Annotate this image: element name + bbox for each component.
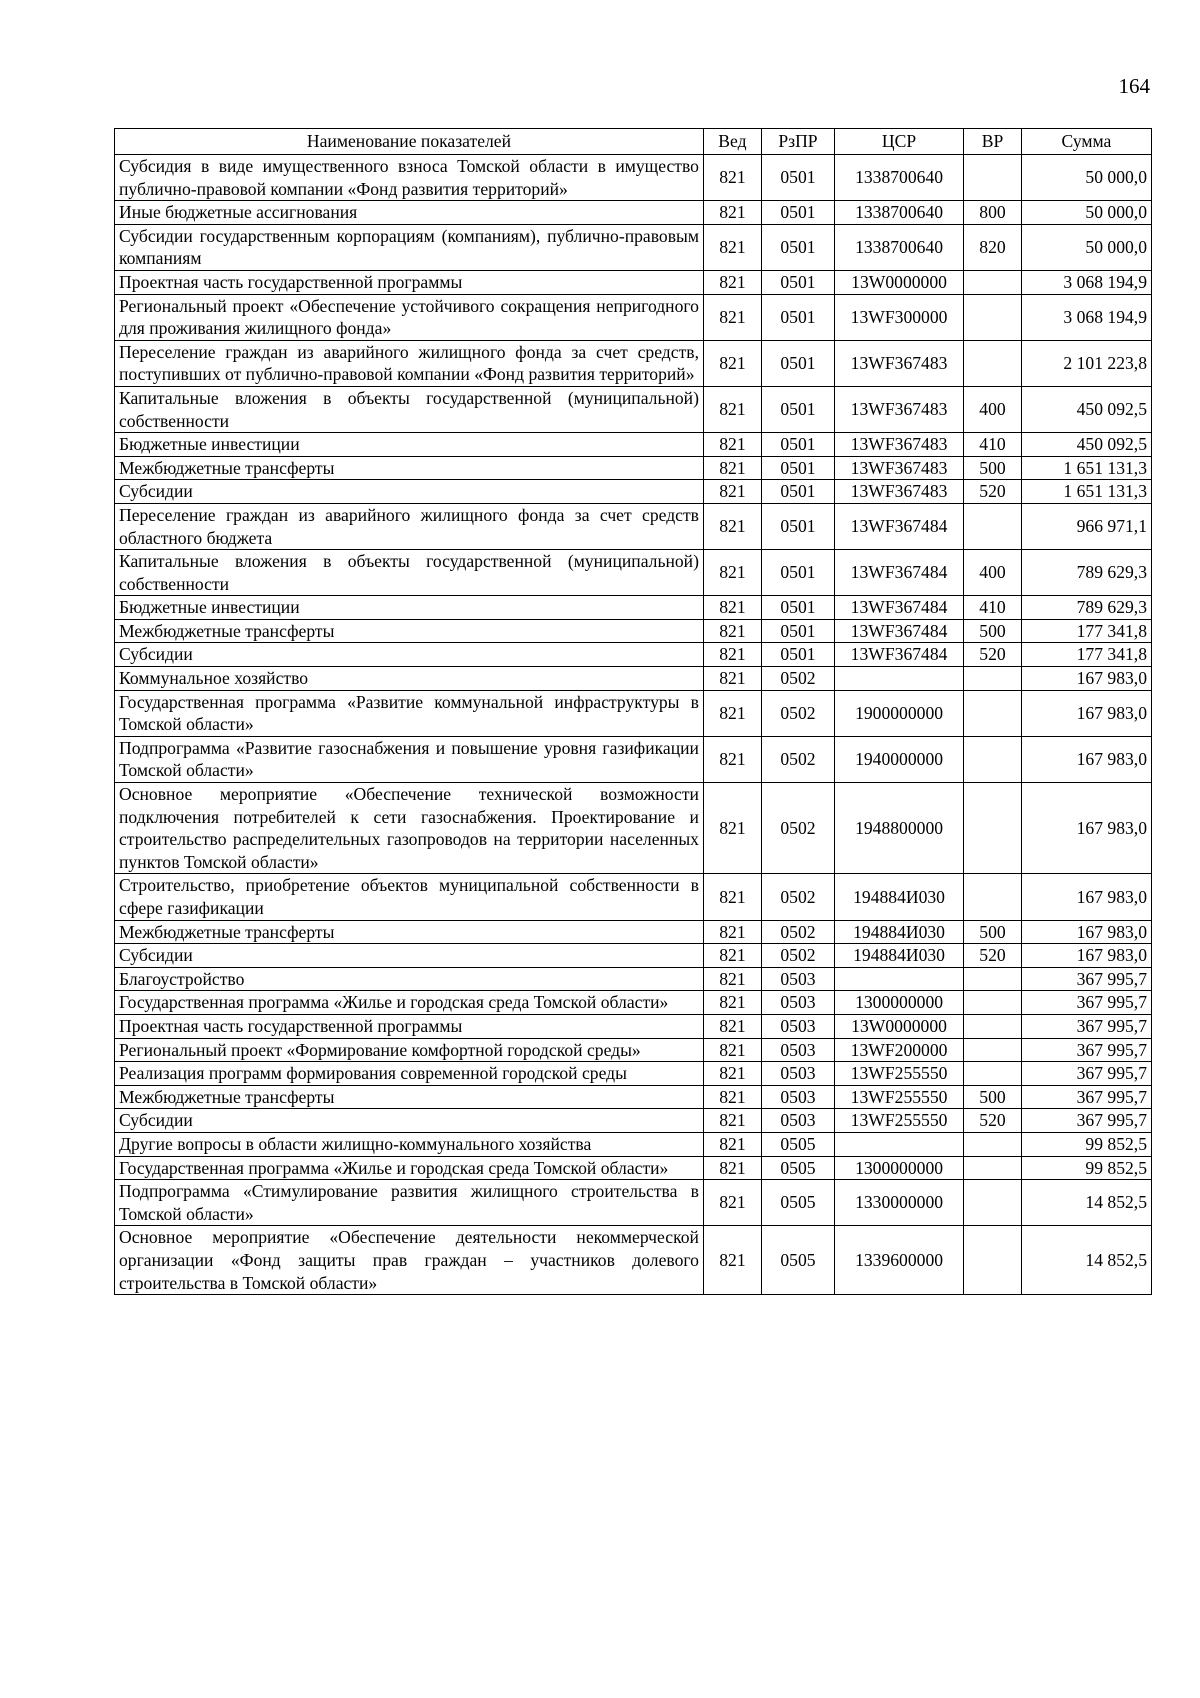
ved-code: 821 bbox=[703, 1109, 761, 1133]
vr-code bbox=[964, 690, 1022, 736]
csr-code: 1300000000 bbox=[835, 1156, 964, 1180]
sum-value: 167 983,0 bbox=[1021, 690, 1151, 736]
sum-value: 450 092,5 bbox=[1021, 433, 1151, 457]
csr-code: 13WF255550 bbox=[835, 1062, 964, 1086]
ved-code: 821 bbox=[703, 944, 761, 968]
vr-code: 520 bbox=[964, 1109, 1022, 1133]
vr-code: 800 bbox=[964, 201, 1022, 225]
header-rzpr: РзПР bbox=[761, 129, 834, 155]
ved-code: 821 bbox=[703, 667, 761, 691]
vr-code: 500 bbox=[964, 456, 1022, 480]
sum-value: 367 995,7 bbox=[1021, 991, 1151, 1015]
sum-value: 50 000,0 bbox=[1021, 201, 1151, 225]
ved-code: 821 bbox=[703, 270, 761, 294]
csr-code: 1338700640 bbox=[835, 201, 964, 225]
indicator-name: Другие вопросы в области жилищно-коммунального хозяйства bbox=[115, 1132, 704, 1156]
indicator-name: Проектная часть государственной программы bbox=[115, 1014, 704, 1038]
rzpr-code: 0503 bbox=[761, 1085, 834, 1109]
indicator-name: Переселение граждан из аварийного жилищного фонда за счет средств, поступивших от публично-правовой компании «Фонд развития территорий» bbox=[115, 340, 704, 386]
indicator-name: Переселение граждан из аварийного жилищного фонда за счет средств областного бюджета bbox=[115, 503, 704, 549]
indicator-name: Капитальные вложения в объекты государственной (муниципальной) собственности bbox=[115, 550, 704, 596]
vr-code bbox=[964, 1226, 1022, 1295]
csr-code: 1338700640 bbox=[835, 224, 964, 270]
csr-code bbox=[835, 1132, 964, 1156]
csr-code: 1338700640 bbox=[835, 155, 964, 201]
vr-code: 520 bbox=[964, 480, 1022, 504]
sum-value: 3 068 194,9 bbox=[1021, 270, 1151, 294]
indicator-name: Межбюджетные трансферты bbox=[115, 619, 704, 643]
vr-code bbox=[964, 1038, 1022, 1062]
sum-value: 367 995,7 bbox=[1021, 967, 1151, 991]
rzpr-code: 0503 bbox=[761, 991, 834, 1015]
rzpr-code: 0501 bbox=[761, 619, 834, 643]
csr-code: 1339600000 bbox=[835, 1226, 964, 1295]
sum-value: 789 629,3 bbox=[1021, 596, 1151, 620]
vr-code: 410 bbox=[964, 596, 1022, 620]
csr-code: 194884И030 bbox=[835, 920, 964, 944]
sum-value: 367 995,7 bbox=[1021, 1014, 1151, 1038]
indicator-name: Коммунальное хозяйство bbox=[115, 667, 704, 691]
ved-code: 821 bbox=[703, 1132, 761, 1156]
rzpr-code: 0503 bbox=[761, 967, 834, 991]
rzpr-code: 0501 bbox=[761, 433, 834, 457]
csr-code: 13WF367484 bbox=[835, 550, 964, 596]
table-row bbox=[115, 201, 1152, 225]
vr-code bbox=[964, 874, 1022, 920]
ved-code: 821 bbox=[703, 294, 761, 340]
header-csr: ЦСР bbox=[835, 129, 964, 155]
table-row bbox=[115, 503, 1152, 549]
ved-code: 821 bbox=[703, 1038, 761, 1062]
vr-code bbox=[964, 967, 1022, 991]
vr-code: 410 bbox=[964, 433, 1022, 457]
indicator-name: Подпрограмма «Стимулирование развития жилищного строительства в Томской области» bbox=[115, 1180, 704, 1226]
rzpr-code: 0501 bbox=[761, 386, 834, 432]
rzpr-code: 0503 bbox=[761, 1109, 834, 1133]
sum-value: 50 000,0 bbox=[1021, 155, 1151, 201]
ved-code: 821 bbox=[703, 690, 761, 736]
csr-code: 13WF200000 bbox=[835, 1038, 964, 1062]
indicator-name: Государственная программа «Развитие коммунальной инфраструктуры в Томской области» bbox=[115, 690, 704, 736]
ved-code: 821 bbox=[703, 155, 761, 201]
table-row bbox=[115, 270, 1152, 294]
header-vr: ВР bbox=[964, 129, 1022, 155]
ved-code: 821 bbox=[703, 920, 761, 944]
vr-code bbox=[964, 1180, 1022, 1226]
table-row bbox=[115, 433, 1152, 457]
indicator-name: Субсидии государственным корпорациям (компаниям), публично-правовым компаниям bbox=[115, 224, 704, 270]
table-row bbox=[115, 550, 1152, 596]
vr-code: 400 bbox=[964, 386, 1022, 432]
indicator-name: Региональный проект «Обеспечение устойчивого сокращения непригодного для проживания жилищного фонда» bbox=[115, 294, 704, 340]
rzpr-code: 0501 bbox=[761, 201, 834, 225]
sum-value: 177 341,8 bbox=[1021, 619, 1151, 643]
sum-value: 167 983,0 bbox=[1021, 667, 1151, 691]
sum-value: 789 629,3 bbox=[1021, 550, 1151, 596]
vr-code bbox=[964, 503, 1022, 549]
csr-code: 1900000000 bbox=[835, 690, 964, 736]
indicator-name: Субсидии bbox=[115, 643, 704, 667]
table-row bbox=[115, 667, 1152, 691]
ved-code: 821 bbox=[703, 201, 761, 225]
csr-code: 13WF255550 bbox=[835, 1109, 964, 1133]
indicator-name: Основное мероприятие «Обеспечение деятельности некоммерческой организации «Фонд защиты прав граждан – участников долевого строительства в Томской области» bbox=[115, 1226, 704, 1295]
sum-value: 99 852,5 bbox=[1021, 1156, 1151, 1180]
rzpr-code: 0502 bbox=[761, 736, 834, 782]
csr-code: 13WF255550 bbox=[835, 1085, 964, 1109]
budget-table bbox=[114, 128, 1152, 1295]
vr-code bbox=[964, 1156, 1022, 1180]
rzpr-code: 0501 bbox=[761, 155, 834, 201]
ved-code: 821 bbox=[703, 456, 761, 480]
rzpr-code: 0502 bbox=[761, 920, 834, 944]
sum-value: 367 995,7 bbox=[1021, 1085, 1151, 1109]
table-row bbox=[115, 690, 1152, 736]
rzpr-code: 0501 bbox=[761, 224, 834, 270]
table-row bbox=[115, 596, 1152, 620]
ved-code: 821 bbox=[703, 480, 761, 504]
indicator-name: Бюджетные инвестиции bbox=[115, 433, 704, 457]
ved-code: 821 bbox=[703, 736, 761, 782]
page-number: 164 bbox=[1118, 74, 1150, 98]
table-row bbox=[115, 783, 1152, 874]
header-ved: Вед bbox=[703, 129, 761, 155]
indicator-name: Субсидии bbox=[115, 944, 704, 968]
table-row bbox=[115, 1038, 1152, 1062]
table-row bbox=[115, 155, 1152, 201]
csr-code bbox=[835, 967, 964, 991]
ved-code: 821 bbox=[703, 1085, 761, 1109]
sum-value: 99 852,5 bbox=[1021, 1132, 1151, 1156]
sum-value: 3 068 194,9 bbox=[1021, 294, 1151, 340]
csr-code: 13WF367483 bbox=[835, 456, 964, 480]
header-sum: Сумма bbox=[1021, 129, 1151, 155]
csr-code: 13WF367484 bbox=[835, 619, 964, 643]
vr-code: 400 bbox=[964, 550, 1022, 596]
table-row bbox=[115, 967, 1152, 991]
header-row bbox=[115, 129, 1152, 155]
table-header bbox=[115, 129, 1152, 155]
rzpr-code: 0501 bbox=[761, 294, 834, 340]
ved-code: 821 bbox=[703, 874, 761, 920]
ved-code: 821 bbox=[703, 340, 761, 386]
table-row bbox=[115, 1085, 1152, 1109]
ved-code: 821 bbox=[703, 224, 761, 270]
indicator-name: Благоустройство bbox=[115, 967, 704, 991]
sum-value: 1 651 131,3 bbox=[1021, 480, 1151, 504]
table-row bbox=[115, 1180, 1152, 1226]
sum-value: 167 983,0 bbox=[1021, 783, 1151, 874]
sum-value: 14 852,5 bbox=[1021, 1180, 1151, 1226]
vr-code bbox=[964, 783, 1022, 874]
table-row bbox=[115, 874, 1152, 920]
sum-value: 367 995,7 bbox=[1021, 1109, 1151, 1133]
rzpr-code: 0503 bbox=[761, 1062, 834, 1086]
ved-code: 821 bbox=[703, 991, 761, 1015]
table-row bbox=[115, 736, 1152, 782]
ved-code: 821 bbox=[703, 596, 761, 620]
rzpr-code: 0501 bbox=[761, 643, 834, 667]
rzpr-code: 0505 bbox=[761, 1132, 834, 1156]
csr-code: 13WF367483 bbox=[835, 386, 964, 432]
sum-value: 450 092,5 bbox=[1021, 386, 1151, 432]
vr-code bbox=[964, 340, 1022, 386]
rzpr-code: 0502 bbox=[761, 874, 834, 920]
csr-code: 1940000000 bbox=[835, 736, 964, 782]
vr-code: 520 bbox=[964, 643, 1022, 667]
vr-code bbox=[964, 1132, 1022, 1156]
ved-code: 821 bbox=[703, 386, 761, 432]
ved-code: 821 bbox=[703, 1180, 761, 1226]
ved-code: 821 bbox=[703, 433, 761, 457]
ved-code: 821 bbox=[703, 550, 761, 596]
table-row bbox=[115, 920, 1152, 944]
csr-code: 1948800000 bbox=[835, 783, 964, 874]
table-row bbox=[115, 1109, 1152, 1133]
indicator-name: Межбюджетные трансферты bbox=[115, 920, 704, 944]
csr-code: 13WF300000 bbox=[835, 294, 964, 340]
sum-value: 367 995,7 bbox=[1021, 1062, 1151, 1086]
rzpr-code: 0502 bbox=[761, 690, 834, 736]
csr-code: 13WF367483 bbox=[835, 480, 964, 504]
table-row bbox=[115, 386, 1152, 432]
table-row bbox=[115, 340, 1152, 386]
vr-code bbox=[964, 667, 1022, 691]
vr-code: 500 bbox=[964, 920, 1022, 944]
vr-code bbox=[964, 155, 1022, 201]
csr-code: 1300000000 bbox=[835, 991, 964, 1015]
indicator-name: Основное мероприятие «Обеспечение технической возможности подключения потребителей к сети газоснабжения. Проектирование и строительство распределительных газопроводов на территории населенных пунктов Томской области» bbox=[115, 783, 704, 874]
table-row bbox=[115, 1132, 1152, 1156]
indicator-name: Капитальные вложения в объекты государственной (муниципальной) собственности bbox=[115, 386, 704, 432]
indicator-name: Субсидии bbox=[115, 480, 704, 504]
ved-code: 821 bbox=[703, 783, 761, 874]
vr-code bbox=[964, 991, 1022, 1015]
rzpr-code: 0502 bbox=[761, 783, 834, 874]
indicator-name: Государственная программа «Жилье и городская среда Томской области» bbox=[115, 1156, 704, 1180]
csr-code: 194884И030 bbox=[835, 944, 964, 968]
sum-value: 167 983,0 bbox=[1021, 920, 1151, 944]
header-name: Наименование показателей bbox=[115, 129, 704, 155]
indicator-name: Подпрограмма «Развитие газоснабжения и повышение уровня газификации Томской области» bbox=[115, 736, 704, 782]
rzpr-code: 0501 bbox=[761, 550, 834, 596]
sum-value: 177 341,8 bbox=[1021, 643, 1151, 667]
indicator-name: Региональный проект «Формирование комфортной городской среды» bbox=[115, 1038, 704, 1062]
rzpr-code: 0502 bbox=[761, 944, 834, 968]
sum-value: 367 995,7 bbox=[1021, 1038, 1151, 1062]
vr-code: 500 bbox=[964, 619, 1022, 643]
csr-code: 13W0000000 bbox=[835, 270, 964, 294]
vr-code bbox=[964, 294, 1022, 340]
indicator-name: Межбюджетные трансферты bbox=[115, 1085, 704, 1109]
rzpr-code: 0501 bbox=[761, 503, 834, 549]
table-body bbox=[115, 155, 1152, 1295]
table-row bbox=[115, 224, 1152, 270]
ved-code: 821 bbox=[703, 503, 761, 549]
sum-value: 50 000,0 bbox=[1021, 224, 1151, 270]
rzpr-code: 0503 bbox=[761, 1014, 834, 1038]
table-row bbox=[115, 1014, 1152, 1038]
sum-value: 14 852,5 bbox=[1021, 1226, 1151, 1295]
table-row bbox=[115, 619, 1152, 643]
ved-code: 821 bbox=[703, 619, 761, 643]
sum-value: 2 101 223,8 bbox=[1021, 340, 1151, 386]
table-row bbox=[115, 1062, 1152, 1086]
indicator-name: Субсидия в виде имущественного взноса Томской области в имущество публично-правовой компании «Фонд развития территорий» bbox=[115, 155, 704, 201]
sum-value: 1 651 131,3 bbox=[1021, 456, 1151, 480]
sum-value: 167 983,0 bbox=[1021, 736, 1151, 782]
rzpr-code: 0501 bbox=[761, 456, 834, 480]
vr-code: 500 bbox=[964, 1085, 1022, 1109]
rzpr-code: 0505 bbox=[761, 1156, 834, 1180]
ved-code: 821 bbox=[703, 1062, 761, 1086]
csr-code bbox=[835, 667, 964, 691]
rzpr-code: 0501 bbox=[761, 270, 834, 294]
csr-code: 13WF367483 bbox=[835, 340, 964, 386]
rzpr-code: 0501 bbox=[761, 340, 834, 386]
table-row bbox=[115, 643, 1152, 667]
indicator-name: Межбюджетные трансферты bbox=[115, 456, 704, 480]
indicator-name: Проектная часть государственной программы bbox=[115, 270, 704, 294]
ved-code: 821 bbox=[703, 1226, 761, 1295]
table-row bbox=[115, 1156, 1152, 1180]
vr-code bbox=[964, 736, 1022, 782]
vr-code: 820 bbox=[964, 224, 1022, 270]
indicator-name: Иные бюджетные ассигнования bbox=[115, 201, 704, 225]
ved-code: 821 bbox=[703, 1014, 761, 1038]
sum-value: 966 971,1 bbox=[1021, 503, 1151, 549]
indicator-name: Государственная программа «Жилье и городская среда Томской области» bbox=[115, 991, 704, 1015]
table-row bbox=[115, 456, 1152, 480]
sum-value: 167 983,0 bbox=[1021, 874, 1151, 920]
vr-code bbox=[964, 1062, 1022, 1086]
rzpr-code: 0505 bbox=[761, 1180, 834, 1226]
indicator-name: Бюджетные инвестиции bbox=[115, 596, 704, 620]
vr-code bbox=[964, 270, 1022, 294]
indicator-name: Строительство, приобретение объектов муниципальной собственности в сфере газификации bbox=[115, 874, 704, 920]
rzpr-code: 0502 bbox=[761, 667, 834, 691]
indicator-name: Субсидии bbox=[115, 1109, 704, 1133]
table-row bbox=[115, 944, 1152, 968]
ved-code: 821 bbox=[703, 967, 761, 991]
ved-code: 821 bbox=[703, 643, 761, 667]
table-row bbox=[115, 991, 1152, 1015]
csr-code: 1330000000 bbox=[835, 1180, 964, 1226]
csr-code: 13W0000000 bbox=[835, 1014, 964, 1038]
table-row bbox=[115, 294, 1152, 340]
csr-code: 13WF367484 bbox=[835, 596, 964, 620]
ved-code: 821 bbox=[703, 1156, 761, 1180]
csr-code: 13WF367483 bbox=[835, 433, 964, 457]
vr-code bbox=[964, 1014, 1022, 1038]
csr-code: 13WF367484 bbox=[835, 503, 964, 549]
rzpr-code: 0501 bbox=[761, 480, 834, 504]
sum-value: 167 983,0 bbox=[1021, 944, 1151, 968]
table-row bbox=[115, 1226, 1152, 1295]
rzpr-code: 0503 bbox=[761, 1038, 834, 1062]
csr-code: 194884И030 bbox=[835, 874, 964, 920]
table-row bbox=[115, 480, 1152, 504]
rzpr-code: 0501 bbox=[761, 596, 834, 620]
indicator-name: Реализация программ формирования современной городской среды bbox=[115, 1062, 704, 1086]
rzpr-code: 0505 bbox=[761, 1226, 834, 1295]
csr-code: 13WF367484 bbox=[835, 643, 964, 667]
vr-code: 520 bbox=[964, 944, 1022, 968]
